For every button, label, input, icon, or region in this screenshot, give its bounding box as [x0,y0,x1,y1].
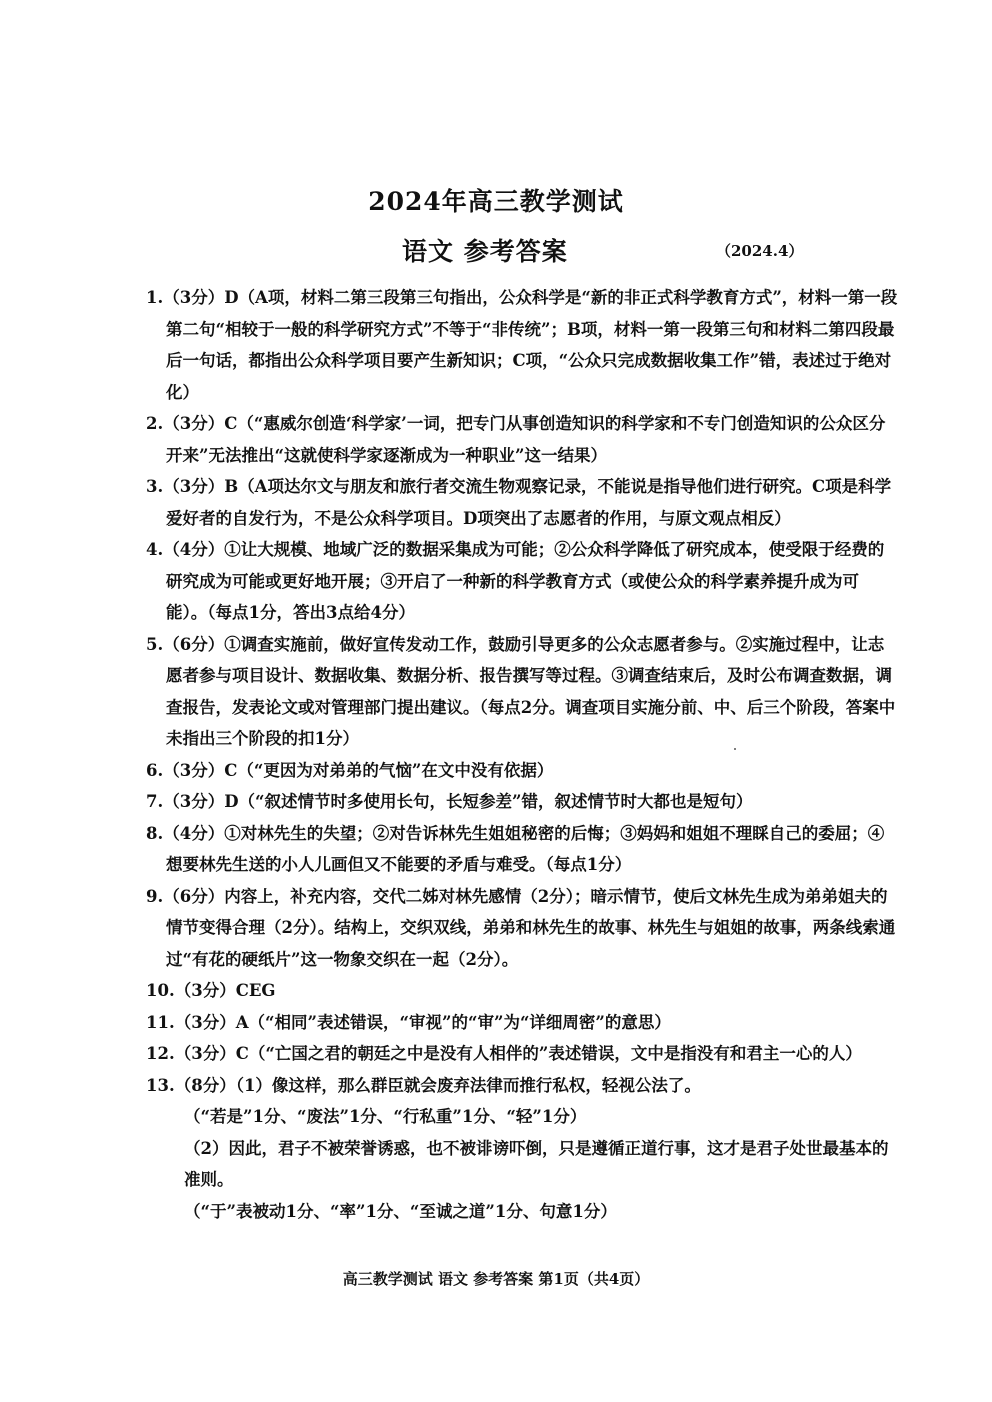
exam-date: （2024.4） [716,242,804,260]
answer-text: （3分）C（“惠威尔创造‘科学家’一词，把专门从事创造知识的科学家和不专门创造知识的公众区分开来”无法推出“这就使科学家逐渐成为一种职业”这一结果） [163,414,886,465]
answer-item-8 [146,818,900,881]
answer-text: （6分）①调查实施前，做好宣传发动工作，鼓励引导更多的公众志愿者参与。②实施过程中，让志愿者参与项目设计、数据收集、数据分析、报告撰写等过程。③调查结束后，及时公布调查数据，调查报告，发表论文或对管理部门提出建议。（每点2分。调查项目实施分前、中、后三个阶段，答案中未指出三个阶段的扣1分） [163,634,896,748]
answer-text: （3分）C（“更因为对弟弟的气恼”在文中没有依据） [163,760,554,780]
subtitle-row [0,232,992,272]
answer-item-12 [146,1038,900,1070]
answer-number: 13. [146,1075,175,1095]
answer-number: 6. [146,760,164,780]
answer-number: 10. [146,981,175,1000]
answer-item-1 [146,282,900,408]
q13-scoring-1: （“若是”1分、“废法”1分、“行私重”1分、“轻”1分） [184,1107,587,1126]
answer-text: （3分）D（“叙述情节时多使用长句，长短参差”错，叙述情节时大都也是短句） [163,792,753,811]
page-title: 2024年高三教学测试 [368,187,624,216]
answer-text: （3分）B（A项达尔文与朋友和旅行者交流生物观察记录，不能说是指导他们进行研究。C项是科学爱好者的自发行为，不是公众科学项目。D项突出了志愿者的作用，与原文观点相反） [163,477,892,528]
answer-number: 7. [146,792,164,811]
answer-text: （6分）内容上，补充内容，交代二姊对林先感情（2分）；暗示情节，使后文林先生成为弟弟姐夫的情节变得合理（2分）。结构上，交织双线，弟弟和林先生的故事、林先生与姐姐的故事，两条线索通过“有花的硬纸片”这一物象交织在一起（2分）。 [163,886,896,969]
answer-number: 3. [146,477,164,496]
answer-text: （3分）C（“亡国之君的朝廷之中是没有人相伴的”表述错误，文中是指没有和君主一心的人） [174,1044,862,1063]
answer-text: （4分）①对林先生的失望；②对告诉林先生姐姐秘密的后悔；③妈妈和姐姐不理睬自己的委屈；④想要林先生送的小人儿画但又不能要的矛盾与难受。（每点1分） [163,823,885,874]
answer-item-9 [146,881,900,976]
answer-item-5 [146,629,900,755]
answer-item-13 [146,1070,900,1102]
scan-speck [734,748,736,750]
answer-text: （4分）①让大规模、地域广泛的数据采集成为可能；②公众科学降低了研究成本，使受限于经费的研究成为可能或更好地开展；③开启了一种新的科学教育方式（或使公众的科学素养提升成为可能）。（每点1分，答出3点给4分） [163,540,885,622]
answer-text: （3分）CEG [174,981,276,1000]
answer-item-7 [146,786,900,818]
answer-number: 5. [146,634,164,654]
answer-number: 2. [146,414,164,433]
q13-scoring-2: （“于”表被动1分、“率”1分、“至诚之道”1分、句意1分） [184,1201,617,1221]
answer-number: 4. [146,540,164,559]
page-subtitle: 语文 参考答案 [402,237,568,266]
answer-number: 12. [146,1044,175,1063]
answer-item-11 [146,1007,900,1039]
answer-number: 1. [146,288,164,307]
answer-item-3 [146,471,900,534]
answer-text: （8分）（1）像这样，那么群臣就会废弃法律而推行私权，轻视公法了。 [174,1075,701,1095]
answer-item-2 [146,408,900,471]
answer-list [146,282,900,1227]
answer-number: 11. [146,1012,175,1032]
answer-number: 8. [146,823,164,843]
q13-part-2: （2）因此，君子不被荣誉诱惑，也不被诽谤吓倒，只是遵循正道行事，这才是君子处世最基本的准则。 [184,1138,889,1189]
answer-item-10 [146,975,900,1007]
answer-text: （3分）A（“相同”表述错误，“审视”的“审”为“详细周密”的意思） [174,1012,671,1032]
answer-item-6 [146,755,900,787]
answer-number: 9. [146,886,164,906]
answer-text: （3分）D（A项，材料二第三段第三句指出，公众科学是“新的非正式科学教育方式”，材料一第一段第二句“相较于一般的科学研究方式”不等于“非传统”；B项，材料一第一段第三句和材料二第四段最后一句话，都指出公众科学项目要产生新知识；C项，“公众只完成数据收集工作”错，表述过于绝对化） [163,288,898,402]
answer-item-4 [146,534,900,629]
page-footer: 高三教学测试 语文 参考答案 第1页（共4页） [342,1270,650,1288]
